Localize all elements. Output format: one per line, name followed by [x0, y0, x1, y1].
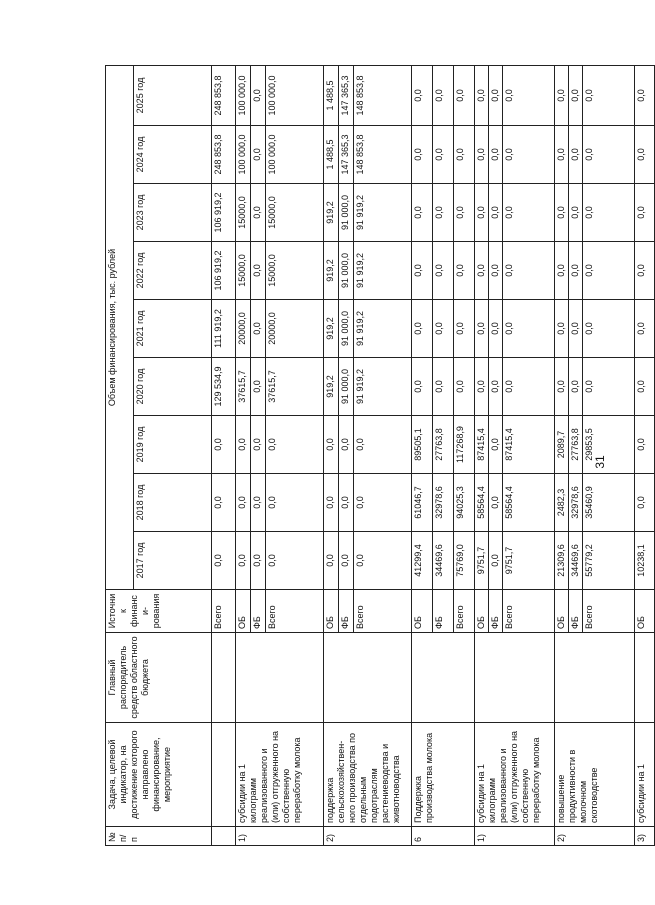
- value-cell: 0,0: [412, 126, 433, 184]
- table-row: [412, 65, 433, 845]
- value-cell: 0,0: [489, 184, 503, 242]
- value-cell: 0,0: [555, 126, 569, 184]
- source-cell: ФБ: [569, 590, 583, 633]
- value-cell: 2482,3: [555, 474, 569, 532]
- value-cell: 129 534,9: [212, 358, 236, 416]
- value-cell: 55779,2: [583, 532, 635, 590]
- year-header: 2022 год: [134, 242, 212, 300]
- value-cell: 0,0: [583, 300, 635, 358]
- item-distributor: [236, 633, 324, 723]
- value-cell: 0,0: [503, 65, 555, 125]
- value-cell: 0,0: [454, 242, 475, 300]
- value-cell: 91 919,2: [354, 184, 412, 242]
- source-cell: Всего: [454, 590, 475, 633]
- value-cell: 0,0: [412, 184, 433, 242]
- value-cell: 111 919,2: [212, 300, 236, 358]
- value-cell: 0,0: [489, 358, 503, 416]
- value-cell: 0,0: [212, 474, 236, 532]
- value-cell: 91 000,0: [339, 184, 354, 242]
- value-cell: 58564,4: [475, 474, 489, 532]
- value-cell: 37615,7: [266, 358, 324, 416]
- value-cell: 35460,9: [583, 474, 635, 532]
- value-cell: 0,0: [433, 358, 454, 416]
- item-distributor: [555, 633, 635, 723]
- value-cell: 20000,0: [266, 300, 324, 358]
- value-cell: 91 000,0: [339, 300, 354, 358]
- value-cell: 919,2: [324, 242, 339, 300]
- value-cell: 0,0: [475, 300, 489, 358]
- value-cell: 91 919,2: [354, 242, 412, 300]
- header-distributor: Главный распорядитель средств областного бюджета: [106, 633, 212, 723]
- item-distributor: [635, 633, 655, 723]
- value-cell: 0,0: [475, 184, 489, 242]
- value-cell: 0,0: [569, 126, 583, 184]
- item-task: субсидии на 1: [635, 723, 655, 827]
- value-cell: 2089,7: [555, 416, 569, 474]
- value-cell: 0,0: [489, 242, 503, 300]
- value-cell: 9751,7: [503, 532, 555, 590]
- value-cell: 919,2: [324, 300, 339, 358]
- value-cell: 0,0: [266, 474, 324, 532]
- value-cell: 0,0: [324, 416, 339, 474]
- item-task: [212, 723, 236, 827]
- value-cell: 148 853,8: [354, 65, 412, 125]
- item-number: 1): [236, 827, 324, 846]
- source-cell: ОБ: [475, 590, 489, 633]
- page-number: 31: [593, 455, 607, 469]
- source-cell: ФБ: [251, 590, 266, 633]
- value-cell: 0,0: [475, 242, 489, 300]
- year-header: 2020 год: [134, 358, 212, 416]
- financing-table: [105, 65, 655, 846]
- value-cell: 58564,4: [503, 474, 555, 532]
- value-cell: 0,0: [489, 474, 503, 532]
- value-cell: 61046,7: [412, 474, 433, 532]
- value-cell: 15000,0: [266, 184, 324, 242]
- value-cell: 0,0: [354, 416, 412, 474]
- value-cell: 0,0: [475, 126, 489, 184]
- value-cell: 0,0: [412, 358, 433, 416]
- item-task: субсидии на 1 килограмм реализованного и (или) отгруженного на собственную переработку молока: [236, 723, 324, 827]
- value-cell: 15000,0: [236, 184, 251, 242]
- year-header: 2023 год: [134, 184, 212, 242]
- value-cell: 29853,5: [583, 416, 635, 474]
- value-cell: 0,0: [236, 416, 251, 474]
- value-cell: 0,0: [251, 184, 266, 242]
- value-cell: 0,0: [433, 126, 454, 184]
- value-cell: 0,0: [583, 184, 635, 242]
- table-row: [555, 65, 569, 845]
- item-distributor: [475, 633, 555, 723]
- value-cell: 9751,7: [475, 532, 489, 590]
- value-cell: 87415,4: [503, 416, 555, 474]
- value-cell: 0,0: [454, 184, 475, 242]
- source-cell: ОБ: [412, 590, 433, 633]
- source-cell: ОБ: [236, 590, 251, 633]
- source-cell: ФБ: [489, 590, 503, 633]
- value-cell: 0,0: [635, 416, 655, 474]
- source-cell: ФБ: [433, 590, 454, 633]
- value-cell: 0,0: [251, 300, 266, 358]
- value-cell: 0,0: [236, 532, 251, 590]
- value-cell: 0,0: [236, 474, 251, 532]
- value-cell: 27763,8: [433, 416, 454, 474]
- value-cell: 0,0: [266, 416, 324, 474]
- value-cell: 0,0: [412, 300, 433, 358]
- value-cell: 100 000,0: [236, 126, 251, 184]
- source-cell: Всего: [503, 590, 555, 633]
- value-cell: 100 000,0: [266, 65, 324, 125]
- value-cell: 0,0: [555, 184, 569, 242]
- value-cell: 0,0: [569, 242, 583, 300]
- value-cell: 0,0: [412, 65, 433, 125]
- item-task: субсидии на 1 килограмм реализованного и (или) отгруженного на собственную переработку молока: [475, 723, 555, 827]
- value-cell: 0,0: [489, 126, 503, 184]
- value-cell: 10238,1: [635, 532, 655, 590]
- value-cell: 0,0: [503, 184, 555, 242]
- header-num: № п/п: [106, 827, 212, 846]
- item-distributor: [212, 633, 236, 723]
- value-cell: 919,2: [324, 184, 339, 242]
- item-distributor: [412, 633, 475, 723]
- item-number: 1): [475, 827, 555, 846]
- value-cell: 0,0: [503, 300, 555, 358]
- value-cell: 27763,8: [569, 416, 583, 474]
- value-cell: 91 919,2: [354, 300, 412, 358]
- value-cell: 41299,4: [412, 532, 433, 590]
- value-cell: 0,0: [569, 65, 583, 125]
- value-cell: 0,0: [354, 474, 412, 532]
- value-cell: 0,0: [212, 416, 236, 474]
- value-cell: 91 000,0: [339, 242, 354, 300]
- value-cell: 32978,6: [433, 474, 454, 532]
- value-cell: 15000,0: [236, 242, 251, 300]
- value-cell: 919,2: [324, 358, 339, 416]
- value-cell: 248 853,8: [212, 65, 236, 125]
- value-cell: 106 919,2: [212, 242, 236, 300]
- year-header: 2025 год: [134, 65, 212, 125]
- value-cell: 20000,0: [236, 300, 251, 358]
- value-cell: 0,0: [555, 358, 569, 416]
- item-task: повышение продуктивности в молочном скотоводстве: [555, 723, 635, 827]
- value-cell: 0,0: [635, 358, 655, 416]
- item-distributor: [324, 633, 412, 723]
- year-header: 2017 год: [134, 532, 212, 590]
- item-number: 2): [324, 827, 412, 846]
- value-cell: 0,0: [489, 532, 503, 590]
- value-cell: 94025,3: [454, 474, 475, 532]
- value-cell: 0,0: [569, 358, 583, 416]
- value-cell: 0,0: [251, 358, 266, 416]
- table-row: [635, 65, 655, 845]
- item-task: поддержка сельскохозяйствен-ного производства по отдельным подотраслям растениеводства и животноводства: [324, 723, 412, 827]
- table-row: [236, 65, 251, 845]
- value-cell: 0,0: [266, 532, 324, 590]
- value-cell: 34469,6: [569, 532, 583, 590]
- value-cell: 91 919,2: [354, 358, 412, 416]
- value-cell: 1 488,5: [324, 65, 339, 125]
- value-cell: 91 000,0: [339, 358, 354, 416]
- item-number: 6: [412, 827, 475, 846]
- header-task: Задача, целевой индикатор, на достижение которого направлено финансирование, мероприятие: [106, 723, 212, 827]
- item-number: [212, 827, 236, 846]
- value-cell: 0,0: [324, 532, 339, 590]
- value-cell: 0,0: [454, 300, 475, 358]
- value-cell: 0,0: [433, 300, 454, 358]
- header-volume: Объем финансирования, тыс. рублей: [106, 65, 134, 589]
- item-number: 3): [635, 827, 655, 846]
- value-cell: 117268,9: [454, 416, 475, 474]
- value-cell: 0,0: [251, 416, 266, 474]
- rotated-table-wrapper: [105, 66, 646, 846]
- value-cell: 0,0: [339, 474, 354, 532]
- value-cell: 0,0: [454, 358, 475, 416]
- value-cell: 0,0: [635, 65, 655, 125]
- value-cell: 0,0: [635, 242, 655, 300]
- value-cell: 148 853,8: [354, 126, 412, 184]
- value-cell: 0,0: [339, 416, 354, 474]
- value-cell: 0,0: [251, 532, 266, 590]
- value-cell: 0,0: [251, 65, 266, 125]
- source-cell: Всего: [354, 590, 412, 633]
- table-row: [324, 65, 339, 845]
- value-cell: 0,0: [251, 474, 266, 532]
- value-cell: 0,0: [251, 126, 266, 184]
- source-cell: ОБ: [635, 590, 655, 633]
- value-cell: 0,0: [569, 184, 583, 242]
- value-cell: 0,0: [475, 65, 489, 125]
- table-body: [106, 65, 655, 845]
- value-cell: 147 365,3: [339, 65, 354, 125]
- year-header: 2024 год: [134, 126, 212, 184]
- year-header: 2021 год: [134, 300, 212, 358]
- value-cell: 0,0: [454, 126, 475, 184]
- source-cell: Всего: [266, 590, 324, 633]
- value-cell: 0,0: [555, 300, 569, 358]
- value-cell: 0,0: [489, 300, 503, 358]
- value-cell: 0,0: [503, 358, 555, 416]
- value-cell: 0,0: [635, 126, 655, 184]
- source-cell: ФБ: [339, 590, 354, 633]
- value-cell: 106 919,2: [212, 184, 236, 242]
- value-cell: 100 000,0: [236, 65, 251, 125]
- value-cell: 75769,0: [454, 532, 475, 590]
- value-cell: 147 365,3: [339, 126, 354, 184]
- header-source: Источник финанси-рования: [106, 590, 212, 633]
- value-cell: 248 853,8: [212, 126, 236, 184]
- value-cell: 0,0: [454, 65, 475, 125]
- value-cell: 37615,7: [236, 358, 251, 416]
- year-header: 2019 год: [134, 416, 212, 474]
- value-cell: 100 000,0: [266, 126, 324, 184]
- value-cell: 21309,6: [555, 532, 569, 590]
- value-cell: 0,0: [251, 242, 266, 300]
- source-cell: ОБ: [324, 590, 339, 633]
- value-cell: 0,0: [583, 126, 635, 184]
- source-cell: ОБ: [555, 590, 569, 633]
- value-cell: 0,0: [433, 65, 454, 125]
- source-cell: Всего: [212, 590, 236, 633]
- value-cell: 34469,6: [433, 532, 454, 590]
- value-cell: 0,0: [324, 474, 339, 532]
- value-cell: 0,0: [212, 532, 236, 590]
- value-cell: 0,0: [433, 184, 454, 242]
- value-cell: 0,0: [583, 65, 635, 125]
- item-number: 2): [555, 827, 635, 846]
- value-cell: 0,0: [503, 242, 555, 300]
- value-cell: 0,0: [555, 242, 569, 300]
- value-cell: 0,0: [635, 474, 655, 532]
- value-cell: 0,0: [635, 184, 655, 242]
- value-cell: 0,0: [354, 532, 412, 590]
- value-cell: 0,0: [412, 242, 433, 300]
- value-cell: 1 488,5: [324, 126, 339, 184]
- value-cell: 89505,1: [412, 416, 433, 474]
- item-task: Поддержка производства молока: [412, 723, 475, 827]
- value-cell: 32978,6: [569, 474, 583, 532]
- value-cell: 0,0: [583, 242, 635, 300]
- source-cell: Всего: [583, 590, 635, 633]
- year-header: 2018 год: [134, 474, 212, 532]
- value-cell: 15000,0: [266, 242, 324, 300]
- value-cell: 0,0: [503, 126, 555, 184]
- value-cell: 0,0: [489, 416, 503, 474]
- header-row: [106, 65, 134, 845]
- value-cell: 0,0: [339, 532, 354, 590]
- value-cell: 0,0: [489, 65, 503, 125]
- value-cell: 0,0: [475, 358, 489, 416]
- value-cell: 0,0: [433, 242, 454, 300]
- table-row: [212, 65, 236, 845]
- value-cell: 87415,4: [475, 416, 489, 474]
- value-cell: 0,0: [635, 300, 655, 358]
- table-row: [475, 65, 489, 845]
- value-cell: 0,0: [555, 65, 569, 125]
- value-cell: 0,0: [583, 358, 635, 416]
- value-cell: 0,0: [569, 300, 583, 358]
